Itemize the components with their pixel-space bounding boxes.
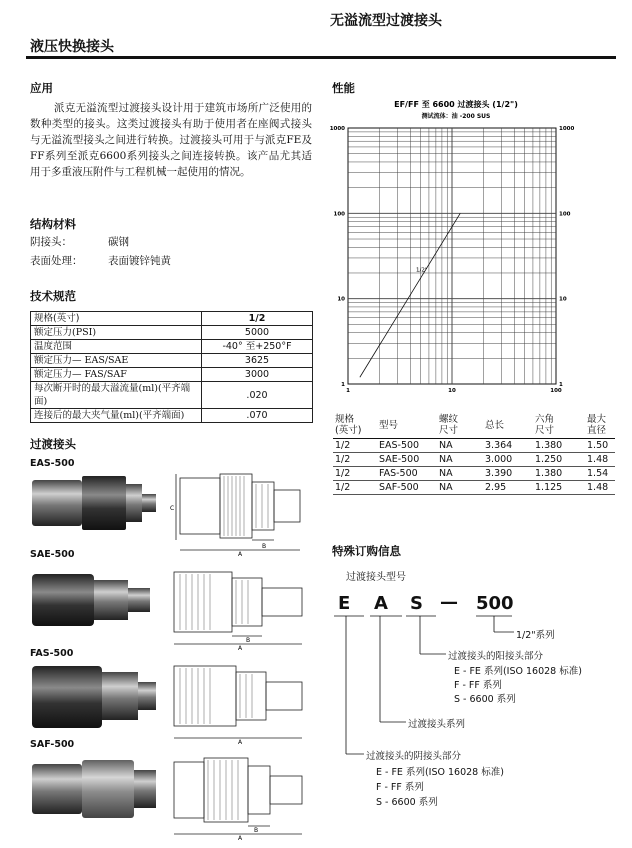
- table-row: [333, 481, 615, 495]
- code-number: 500: [476, 593, 514, 614]
- cell: NA: [437, 439, 483, 453]
- cell: 1.48: [585, 481, 615, 495]
- materials-table: [30, 232, 171, 270]
- chart-series: [360, 213, 460, 377]
- spec-value: .070: [202, 409, 313, 423]
- cell: 1.380: [533, 467, 585, 481]
- dimensions-header-row: [333, 412, 615, 439]
- size-note: 1/2"系列: [516, 630, 555, 641]
- adapters-heading: 过渡接头: [30, 437, 76, 451]
- chart-title: EF/FF 至 6600 过渡接头 (1/2"): [394, 100, 518, 109]
- model-label-sae: SAE-500: [30, 549, 75, 560]
- spec-row: [31, 312, 313, 326]
- model-label-saf: SAF-500: [30, 739, 75, 750]
- right-y-tick-label: 100: [559, 211, 571, 218]
- eas-drawing: [166, 468, 316, 556]
- materials-heading: 结构材料: [30, 217, 76, 231]
- cell: 2.95: [483, 481, 533, 495]
- cell: 3.364: [483, 439, 533, 453]
- spec-row: [31, 340, 313, 354]
- eas-photo: [30, 470, 160, 540]
- cell: 1.54: [585, 467, 615, 481]
- page-title: 无溢流型过渡接头: [330, 13, 442, 29]
- cell: 1.50: [585, 439, 615, 453]
- y-tick-label: 10: [337, 296, 345, 303]
- material-label: 阴接头：: [30, 236, 72, 248]
- spec-row: [31, 326, 313, 340]
- cell: 1.380: [533, 439, 585, 453]
- sae-drawing: [166, 566, 316, 650]
- dim-header-thread: 螺纹 尺寸: [437, 412, 483, 439]
- cell: 1.125: [533, 481, 585, 495]
- dim-b-label: B: [254, 827, 259, 834]
- model-label-eas: EAS-500: [30, 458, 75, 469]
- dim-a-label: A: [238, 551, 243, 556]
- table-row: [333, 453, 615, 467]
- male-part-title: 过渡接头的阳接头部分: [448, 651, 544, 662]
- cell: 3.390: [483, 467, 533, 481]
- code-letter-3: S: [410, 593, 423, 614]
- sae-photo: [30, 566, 160, 636]
- specs-heading: 技术规范: [30, 289, 76, 303]
- spec-label: 温度范围: [31, 340, 202, 354]
- code-letter-2: A: [374, 593, 388, 614]
- spec-label: 额定压力— EAS/SAE: [31, 354, 202, 368]
- cell: NA: [437, 481, 483, 495]
- header-rule: [26, 56, 616, 59]
- section-title: 液压快换接头: [30, 39, 114, 55]
- dim-header-length: 总长: [483, 412, 533, 439]
- spec-value: 5000: [202, 326, 313, 340]
- spec-value: 1/2: [202, 312, 313, 326]
- dim-header-hex: 六角 尺寸: [533, 412, 585, 439]
- dim-b-label: B: [246, 637, 251, 644]
- saf-drawing: [166, 752, 316, 842]
- cell: NA: [437, 453, 483, 467]
- female-part-item: F - FF 系列: [376, 782, 424, 793]
- cell: 3.000: [483, 453, 533, 467]
- cell: 1/2: [333, 481, 377, 495]
- cell: FAS-500: [377, 467, 437, 481]
- performance-chart: [326, 96, 586, 400]
- spec-label: 额定压力— FAS/SAF: [31, 368, 202, 382]
- material-row: [30, 251, 171, 270]
- spec-label: 额定压力(PSI): [31, 326, 202, 340]
- dim-header-diameter: 最大 直径: [585, 412, 615, 439]
- y-tick-label: 1000: [329, 126, 345, 132]
- performance-heading: 性能: [332, 81, 355, 95]
- spec-row: [31, 409, 313, 423]
- dim-b-label: B: [262, 543, 267, 550]
- spec-value: -40° 至+250°F: [202, 340, 313, 354]
- y-tick-label: 100: [333, 211, 345, 218]
- x-tick-label: 1: [346, 388, 350, 394]
- spec-value: .020: [202, 382, 313, 409]
- fas-photo: [30, 660, 160, 736]
- spec-row: [31, 368, 313, 382]
- table-row: [333, 439, 615, 453]
- series-line: [360, 213, 460, 377]
- cell: 1.48: [585, 453, 615, 467]
- dim-a-label: A: [238, 835, 243, 842]
- dim-c-label: C: [170, 505, 175, 512]
- spec-row: [31, 354, 313, 368]
- ordering-heading: 特殊订购信息: [332, 544, 401, 558]
- spec-row: [31, 382, 313, 409]
- saf-photo: [30, 756, 160, 826]
- spec-label: 规格(英寸): [31, 312, 202, 326]
- cell: SAE-500: [377, 453, 437, 467]
- female-part-item: E - FE 系列(ISO 16028 标准): [376, 767, 504, 778]
- material-value: 表面镀锌钝黄: [108, 255, 171, 267]
- cell: 1/2: [333, 467, 377, 481]
- dim-header-size: 规格 (英寸): [333, 412, 377, 439]
- spec-value: 3000: [202, 368, 313, 382]
- cell: 1/2: [333, 453, 377, 467]
- chart-subtitle: 测试流体：油 -200 SUS: [421, 113, 491, 120]
- female-part-item: S - 6600 系列: [376, 797, 438, 808]
- cell: SAF-500: [377, 481, 437, 495]
- series-note: 过渡接头系列: [408, 719, 466, 730]
- material-row: [30, 232, 171, 251]
- fas-drawing: [166, 660, 316, 744]
- spec-label: 连接后的最大夹气量(ml)(平齐端面): [31, 409, 202, 423]
- spec-label: 每次断开时的最大溢流量(ml)(平齐端面): [31, 382, 202, 409]
- material-value: 碳钢: [108, 236, 129, 248]
- dim-a-label: A: [238, 645, 243, 650]
- cell: EAS-500: [377, 439, 437, 453]
- code-dash: —: [440, 592, 458, 613]
- cell: NA: [437, 467, 483, 481]
- material-label: 表面处理：: [30, 255, 83, 267]
- x-tick-label: 10: [448, 388, 456, 394]
- male-part-item: E - FE 系列(ISO 16028 标准): [454, 666, 582, 677]
- right-y-tick-label: 1000: [559, 126, 575, 132]
- female-part-title: 过渡接头的阴接头部分: [366, 751, 462, 762]
- application-heading: 应用: [30, 81, 53, 95]
- application-paragraph: 派克无溢流型过渡接头设计用于建筑市场所广泛使用的数种类型的接头。这类过渡接头有助于使用者在座阀式接头与无溢流型接头之间进行转换。过渡接头可用于与派克FE及FF系列至派克6600系列接头之间连接转换。该产品尤其适用于多重液压附件与工程机械一起使用的情况。: [30, 102, 312, 178]
- code-letter-1: E: [338, 593, 351, 614]
- right-y-tick-label: 1: [559, 382, 563, 388]
- cell: 1.250: [533, 453, 585, 467]
- male-part-item: S - 6600 系列: [454, 694, 516, 705]
- dim-header-model: 型号: [377, 412, 437, 439]
- model-label-fas: FAS-500: [30, 648, 74, 659]
- ordering-subheading: 过渡接头型号: [346, 572, 406, 583]
- specs-table: [30, 311, 313, 423]
- y-tick-label: 1: [341, 382, 345, 388]
- series-label: 1/2": [416, 267, 428, 274]
- dim-a-label: A: [238, 739, 243, 744]
- x-tick-label: 100: [550, 388, 562, 394]
- table-row: [333, 467, 615, 481]
- dimensions-table: [333, 412, 615, 495]
- right-y-tick-label: 10: [559, 296, 567, 303]
- cell: 1/2: [333, 439, 377, 453]
- male-part-item: F - FF 系列: [454, 680, 502, 691]
- spec-value: 3625: [202, 354, 313, 368]
